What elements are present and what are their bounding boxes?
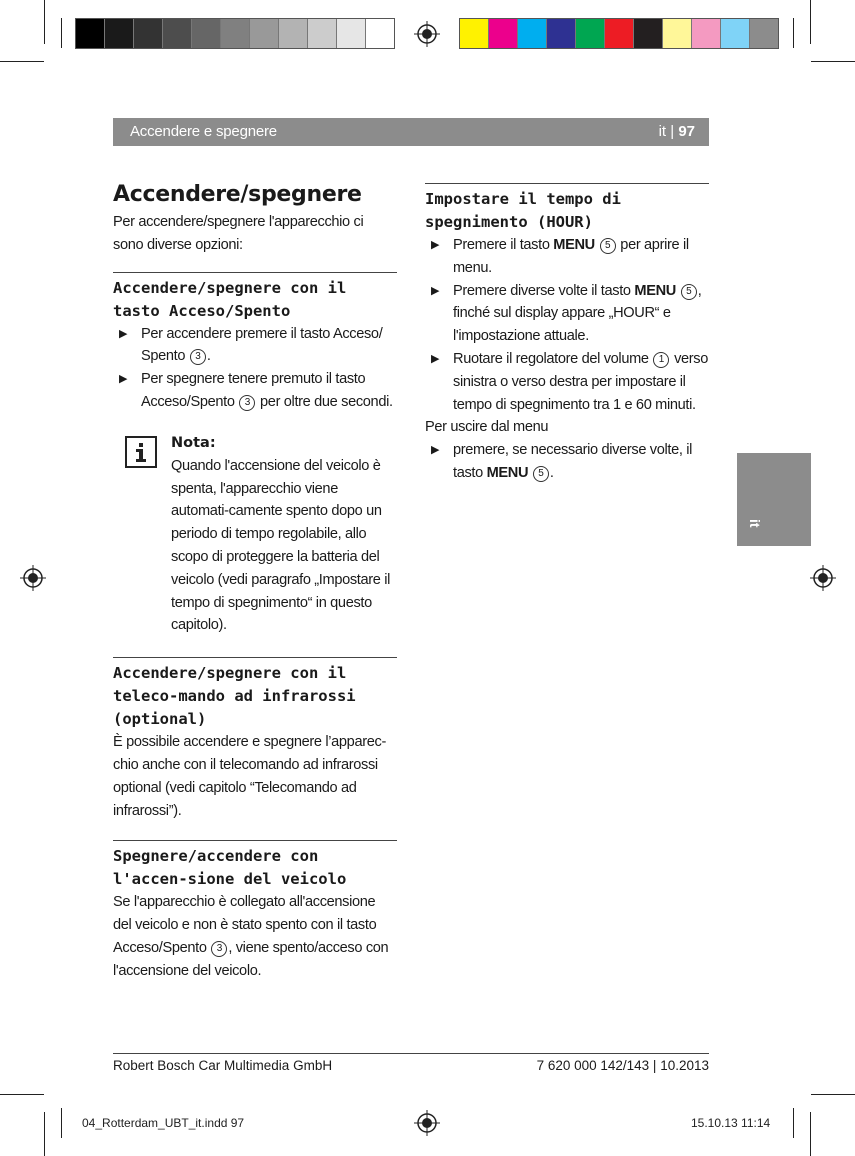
slug-file-name: 04_Rotterdam_UBT_it.indd 97 [82,1116,245,1130]
item-text: Ruotare il regolatore del volume [453,350,653,367]
item-text: Per accendere premere il tasto Acceso/ Spento [141,325,383,365]
callout-number: 3 [239,395,255,411]
right-column [425,183,709,485]
registration-mark-icon [414,21,440,47]
color-swatch [221,19,250,48]
arrow-bullet-icon: ▶ [119,373,128,386]
color-swatch [489,19,518,48]
color-swatch [634,19,663,48]
section-heading-power-button: Accendere/spegnere con il tasto Acceso/Spento [113,272,397,323]
callout-number: 3 [190,349,206,365]
callout-number: 3 [211,941,227,957]
menu-key-label: MENU [553,237,595,253]
color-swatch [308,19,337,48]
arrow-bullet-icon: ▶ [119,327,128,340]
list-item [425,234,709,280]
crop-mark [793,18,794,48]
footer-rule [113,1053,709,1054]
color-swatch [105,19,134,48]
remote-text: È possibile accendere e spegnere l’apparec-chio anche con il telecomando ad infrarossi optional (vedi capitolo “Telecomando ad infrarossi”). [113,734,386,819]
color-swatch [721,19,750,48]
arrow-bullet-icon: ▶ [431,239,440,251]
color-swatch [692,19,721,48]
list-item [425,348,709,416]
color-swatch [337,19,366,48]
ignition-text-part: Se l'apparecchio è collegato all'accensione del veicolo e non è stato spento con il tasto Acceso/Spento [113,894,377,956]
gray-color-bar [75,18,395,49]
exit-menu-label: Per uscire dal menu [425,419,549,436]
item-text: Per spegnere tenere premuto il tasto Acceso/Spento [141,371,366,410]
registration-mark-icon [414,1110,440,1136]
section-heading-hour: Impostare il tempo di spegnimento (HOUR) [425,183,709,234]
header-separator: | [670,123,675,140]
registration-mark-icon [20,565,46,591]
crop-mark [793,1108,794,1138]
item-text: Premere il tasto [453,237,554,253]
note-title: Nota: [171,434,216,451]
header-section-title: Accendere e spegnere [130,123,277,140]
color-swatch [750,19,778,48]
ignition-text [113,891,397,982]
note-text: Quando l'accensione del veicolo è spenta, l'apparecchio viene automati-camente spento dopo un periodo di tempo regolabile, allo scopo di proteggere la batteria del veicolo (vedi paragrafo „Impostare il tempo di spegnimento“ in questo capitolo). [171,457,391,634]
item-text: premere, se necessario diverse volte, il tasto [453,442,693,481]
color-swatch [134,19,163,48]
footer-company: Robert Bosch Car Multimedia GmbH [113,1058,333,1073]
ignition-text-part: , viene spento/acceso con l'accensione del veicolo. [113,939,389,979]
crop-mark [0,61,44,62]
color-swatch [518,19,547,48]
side-tab-label: it [747,519,763,528]
page-number: 97 [678,123,695,140]
menu-key-label: MENU [634,282,676,299]
crop-mark [44,0,45,44]
arrow-bullet-icon: ▶ [431,352,440,365]
color-swatch [663,19,692,48]
left-column [113,180,397,983]
crop-mark [61,1108,62,1138]
list-item [425,280,709,348]
crop-mark [810,0,811,44]
callout-number: 1 [653,352,669,368]
registration-mark-icon [810,565,836,591]
slug-timestamp: 15.10.13 11:14 [691,1116,771,1130]
menu-key-label: MENU [486,464,529,481]
page-title: Accendere/spegnere [113,182,362,207]
running-header [113,118,709,146]
list-item [425,439,709,485]
item-text: verso sinistra o verso destra per impostare il tempo di spegnimento tra 1 e 60 minuti. [453,350,709,413]
color-swatch [279,19,308,48]
crop-mark [811,1094,855,1095]
list-item [113,368,397,414]
callout-number: 5 [600,238,616,254]
language-side-tab [737,453,811,546]
item-text: . [549,464,554,481]
note-box [113,432,397,637]
callout-number: 5 [681,284,697,300]
arrow-bullet-icon: ▶ [431,444,440,457]
crop-mark [0,1094,44,1095]
color-swatch [605,19,634,48]
color-swatch [76,19,105,48]
section-heading-remote: Accendere/spegnere con il teleco-mando ad infrarossi (optional) [113,657,397,731]
item-text: per oltre due secondi. [256,393,393,410]
section-heading-ignition: Spegnere/accendere con l'accen-sione del veicolo [113,840,397,891]
header-page-info [659,123,695,140]
crop-mark [61,18,62,48]
color-swatch [547,19,576,48]
color-swatch [576,19,605,48]
item-text: Premere diverse volte il tasto [453,282,635,299]
item-text: . [206,348,211,365]
color-swatch [366,19,394,48]
item-text: , finché sul display appare „HOUR“ e l'impostazione attuale. [453,282,702,345]
process-color-bar [459,18,779,49]
color-swatch [192,19,221,48]
color-swatch [460,19,489,48]
intro-text: Per accendere/spegnere l'apparecchio ci sono diverse opzioni: [113,214,364,253]
crop-mark [810,1112,811,1156]
color-swatch [250,19,279,48]
header-lang: it [658,123,667,140]
list-item [113,323,397,369]
info-icon [125,436,157,468]
item-text: per aprire il menu. [453,237,689,276]
arrow-bullet-icon: ▶ [431,284,440,297]
crop-mark [44,1112,45,1156]
crop-mark [811,61,855,62]
callout-number: 5 [533,466,549,482]
color-swatch [163,19,192,48]
footer-doc-ref: 7 620 000 142/143 | 10.2013 [536,1058,709,1073]
